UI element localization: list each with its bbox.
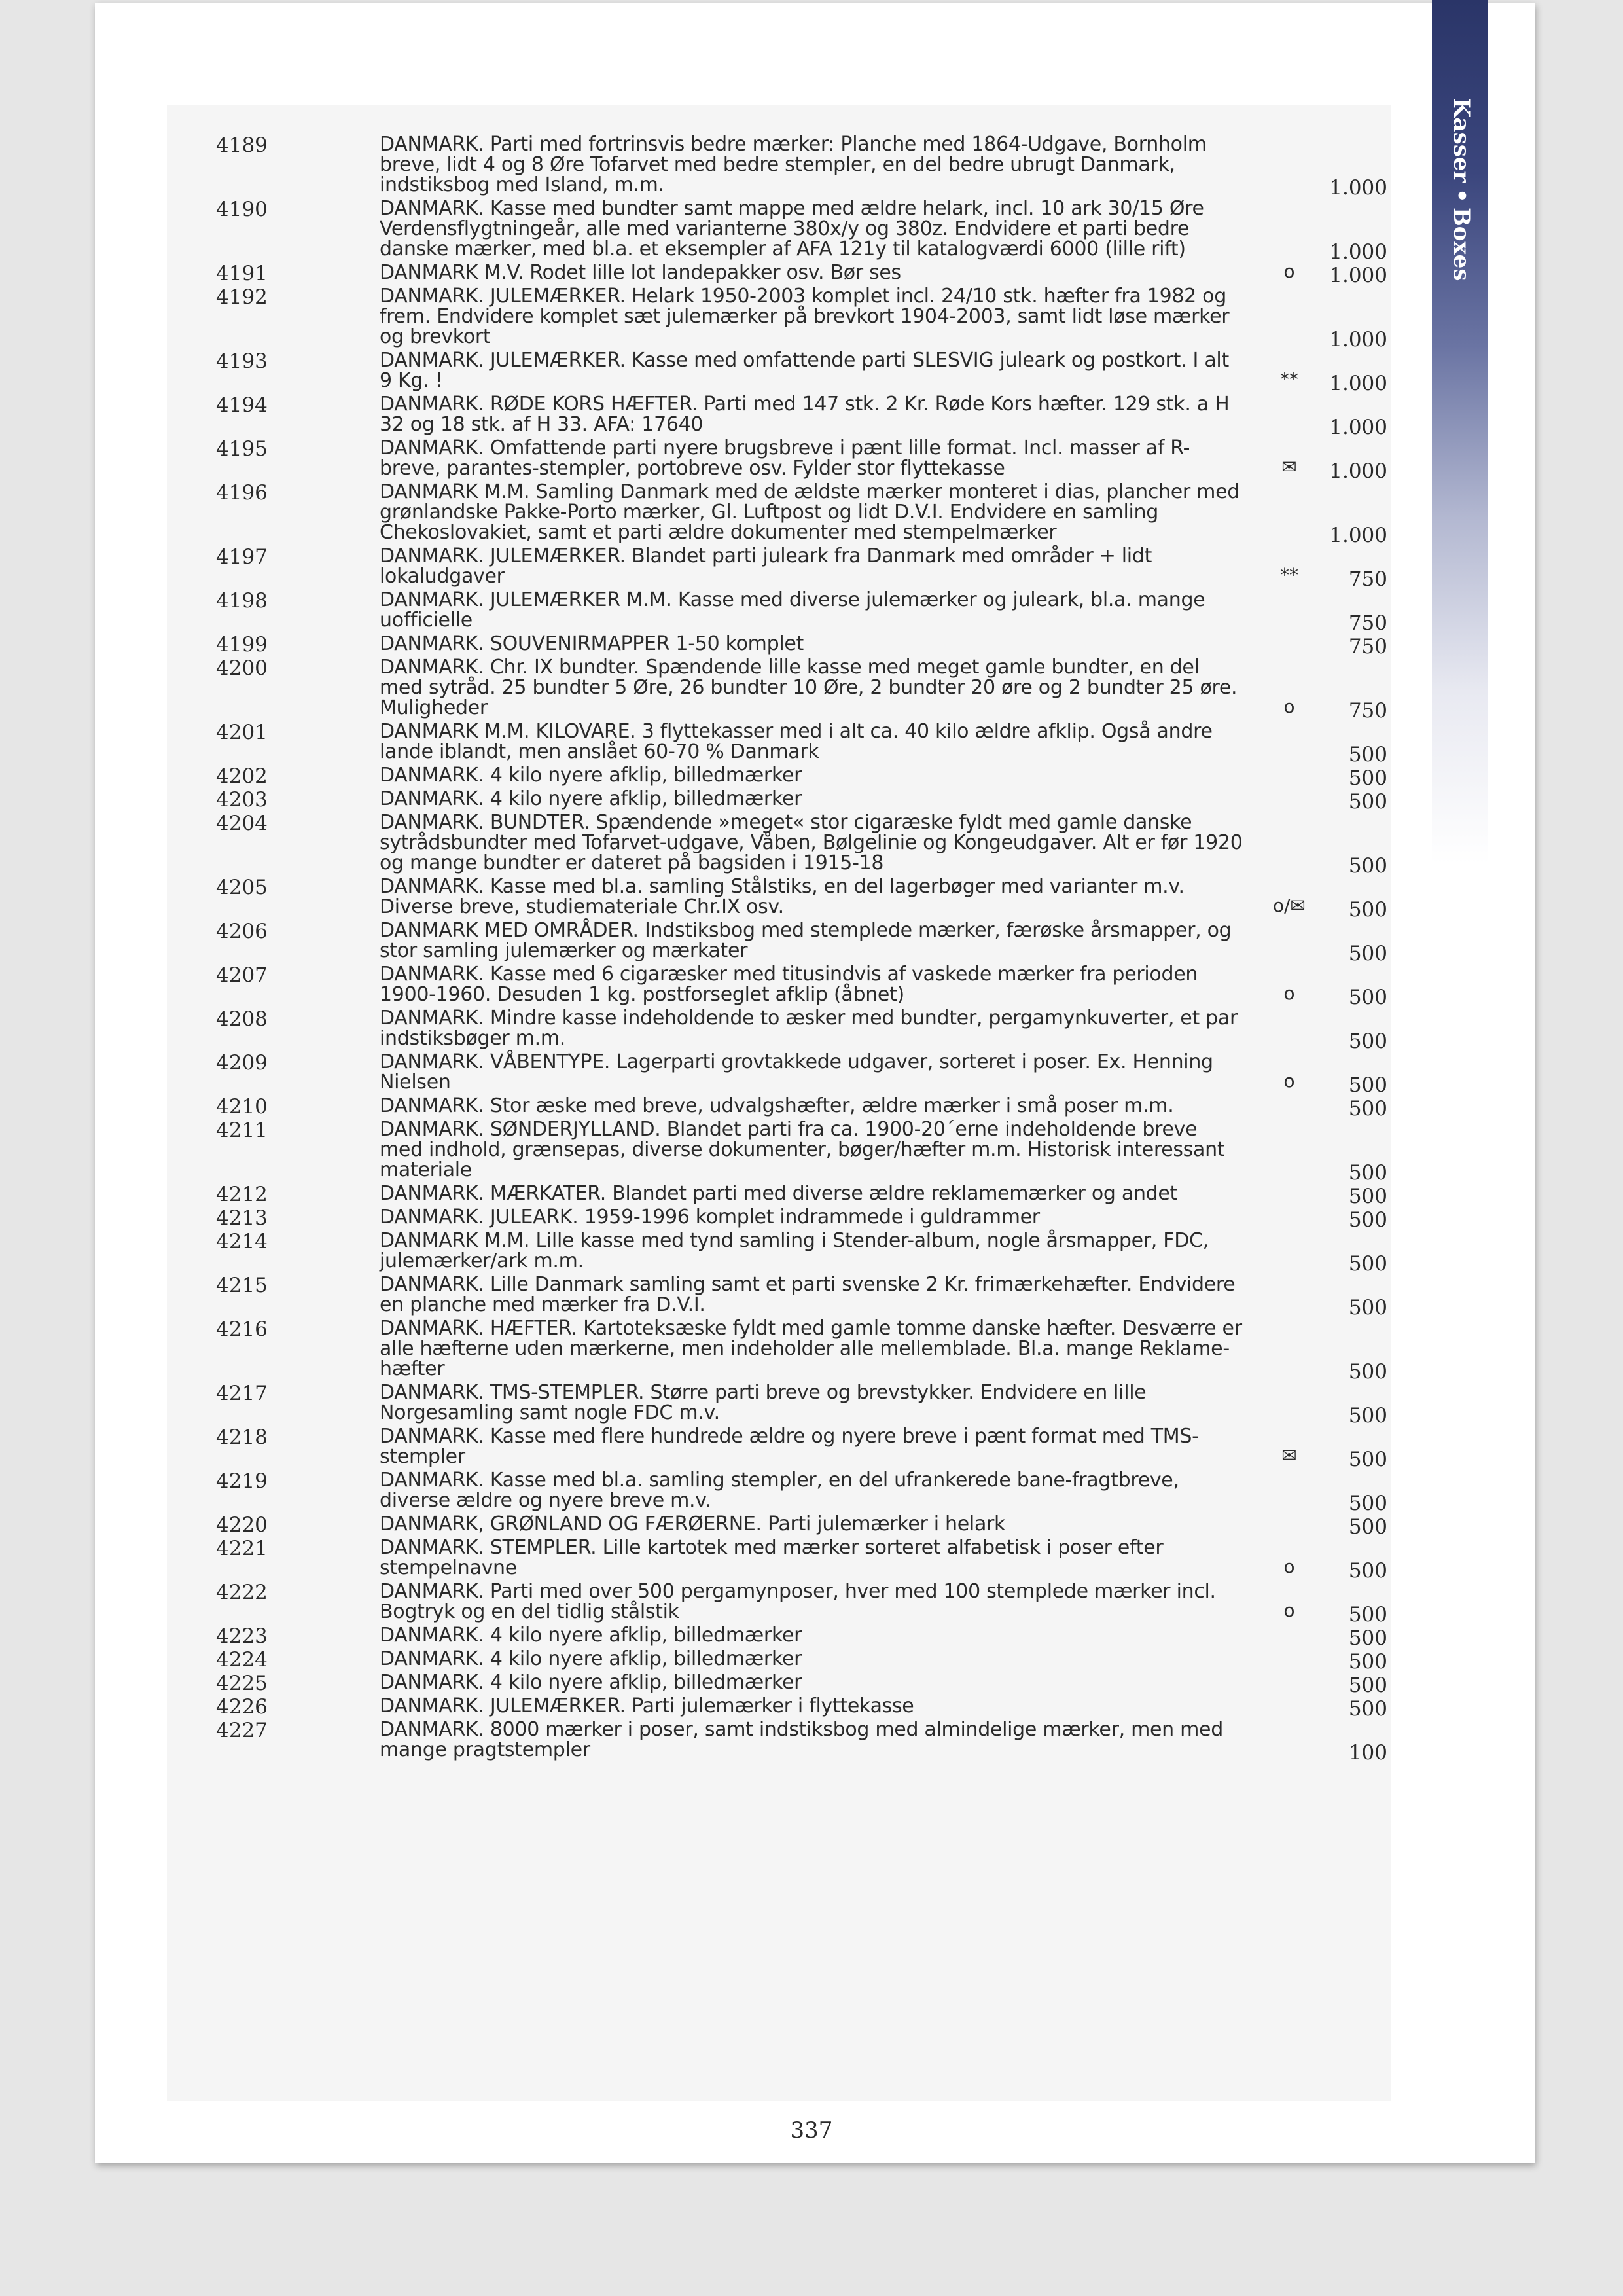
lot-number: 4217 [216, 1382, 268, 1405]
lot-description: DANMARK. SOUVENIRMAPPER 1-50 komplet [380, 632, 804, 655]
lot-description: DANMARK M.M. KILOVARE. 3 flyttekasser med i alt ca. 40 kilo ældre afklip. Også andre lande iblandt, men anslået 60-70 % Danmark [380, 720, 1213, 763]
lot-number: 4211 [216, 1119, 268, 1142]
lot-price: 500 [1348, 1360, 1387, 1384]
lot-description: DANMARK. 4 kilo nyere afklip, billedmærker [380, 1624, 802, 1647]
lot-number: 4198 [216, 589, 268, 613]
lot-description: DANMARK M.V. Rodet lille lot landepakker osv. Bør ses [380, 261, 901, 284]
lot-row [216, 133, 1387, 200]
lot-row [216, 656, 1387, 723]
lot-price: 500 [1348, 1030, 1387, 1053]
lot-description: DANMARK. RØDE KORS HÆFTER. Parti med 147 stk. 2 Kr. Røde Kors hæfter. 129 stk. a H 32 og 18 stk. af H 33. AFA: 17640 [380, 393, 1230, 436]
lot-number: 4221 [216, 1537, 268, 1560]
lot-number: 4196 [216, 481, 268, 505]
lot-row [216, 1647, 1387, 1674]
lot-price: 1.000 [1329, 176, 1387, 200]
lot-number: 4207 [216, 963, 268, 987]
page-number: 337 [790, 2117, 833, 2144]
lot-price: 500 [1348, 854, 1387, 878]
lot-description: DANMARK. Kasse med bl.a. samling Stålstiks, en del lagerbøger med varianter m.v. Diverse breve, studiemateriale Chr.IX osv. [380, 875, 1185, 918]
lot-price: 500 [1348, 1296, 1387, 1319]
lot-row [216, 1580, 1387, 1626]
lot-price: 1.000 [1329, 264, 1387, 287]
lot-price: 500 [1348, 743, 1387, 766]
lot-price: 500 [1348, 986, 1387, 1009]
lot-condition: ** [1280, 368, 1298, 390]
lot-number: 4189 [216, 134, 268, 157]
lot-price: 500 [1348, 1603, 1387, 1626]
lot-list [216, 134, 1387, 1763]
lot-number: 4191 [216, 262, 268, 285]
lot-number: 4223 [216, 1624, 268, 1648]
lot-description: DANMARK. JULEMÆRKER M.M. Kasse med diverse julemærker og juleark, bl.a. mange uofficielle [380, 588, 1205, 632]
lot-description: DANMARK. TMS-STEMPLER. Større parti breve og brevstykker. Endvidere en lille Norgesamling samt nogle FDC m.v. [380, 1381, 1147, 1424]
lot-row [216, 1273, 1387, 1319]
lot-row [216, 349, 1387, 395]
lot-description: DANMARK. BUNDTER. Spændende »meget« stor cigaræske fyldt med gamle danske sytrådsbundter med Tofarvet-udgave, Våben, Bølgelinie og Kongeudgaver. Alt er før 1920 og mange bundter er dateret på bagsiden i 1915-18 [380, 811, 1243, 874]
lot-row [216, 545, 1387, 591]
lot-price: 500 [1348, 898, 1387, 922]
lot-condition: o [1283, 260, 1295, 282]
lot-number: 4218 [216, 1426, 268, 1449]
lot-condition: ✉ [1281, 1444, 1297, 1466]
lot-price: 500 [1348, 1515, 1387, 1539]
section-tab [1432, 0, 1488, 2160]
lot-description: DANMARK. SØNDERJYLLAND. Blandet parti fra ca. 1900-20´erne indeholdende breve med indhold, grænsepas, diverse dokumenter, bøger/hæfter m.m. Historisk interessant materiale [380, 1118, 1225, 1181]
lot-row [216, 1007, 1387, 1053]
lot-row [216, 1671, 1387, 1697]
lot-description: DANMARK. Kasse med bl.a. samling stempler, en del ufrankerede bane-fragtbreve, diverse ældre og nyere breve m.v. [380, 1469, 1179, 1512]
lot-number: 4205 [216, 876, 268, 899]
lot-price: 1.000 [1329, 459, 1387, 483]
lot-description: DANMARK. Kasse med flere hundrede ældre og nyere breve i pænt format med TMS-stempler [380, 1425, 1199, 1468]
lot-row [216, 260, 1387, 287]
lot-description: DANMARK. JULEMÆRKER. Helark 1950-2003 komplet incl. 24/10 stk. hæfter fra 1982 og frem. Endvidere komplet sæt julemærker på brevkort 1904-2003, samt lidt løse mærker og brevkort [380, 285, 1230, 348]
lot-number: 4225 [216, 1672, 268, 1695]
lot-number: 4204 [216, 812, 268, 835]
lot-number: 4202 [216, 764, 268, 788]
lot-description: DANMARK. JULEMÆRKER. Kasse med omfattende parti SLESVIG juleark og postkort. I alt 9 Kg. ! [380, 349, 1229, 392]
lot-description: DANMARK. Stor æske med breve, udvalgshæfter, ældre mærker i små poser m.m. [380, 1094, 1174, 1117]
lot-number: 4203 [216, 788, 268, 812]
lot-description: DANMARK. Kasse med bundter samt mappe med ældre helark, incl. 10 ark 30/15 Øre Verdensflygtningeår, alle med varianterne 380x/y og 380z. Endvidere et parti bedre danske mærker, med bl.a. et eksempler af AFA 121y til katalogværdi 6000 (lille rift) [380, 197, 1204, 260]
lot-row [216, 1094, 1387, 1121]
lot-number: 4226 [216, 1695, 268, 1719]
lot-row [216, 1624, 1387, 1650]
lot-condition: o/✉ [1272, 895, 1306, 916]
lot-condition: o [1283, 696, 1295, 717]
lot-description: DANMARK. 4 kilo nyere afklip, billedmærker [380, 1647, 802, 1670]
lot-row [216, 1381, 1387, 1427]
lot-row [216, 963, 1387, 1009]
lot-price: 500 [1348, 1097, 1387, 1121]
lot-row [216, 764, 1387, 790]
lot-number: 4215 [216, 1274, 268, 1297]
lot-description: DANMARK. HÆFTER. Kartoteksæske fyldt med gamle tomme danske hæfter. Desværre er alle hæfterne uden mærkerne, men indeholder alle mellemblade. Bl.a. mange Reklame-hæfter [380, 1317, 1242, 1380]
lot-description: DANMARK. 4 kilo nyere afklip, billedmærker [380, 764, 802, 787]
lot-description: DANMARK. 8000 mærker i poser, samt indstiksbog med almindelige mærker, men med mange pragtstempler [380, 1718, 1223, 1761]
lot-condition: o [1283, 1556, 1295, 1577]
lot-price: 100 [1348, 1741, 1387, 1765]
lot-price: 750 [1348, 635, 1387, 658]
lot-number: 4195 [216, 437, 268, 461]
lot-price: 500 [1348, 1252, 1387, 1276]
lot-row [216, 919, 1387, 965]
lot-description: DANMARK. JULEMÆRKER. Blandet parti juleark fra Danmark med områder + lidt lokaludgaver [380, 545, 1152, 588]
lot-price: 1.000 [1329, 416, 1387, 439]
lot-description: DANMARK. STEMPLER. Lille kartotek med mærker sorteret alfabetisk i poser efter stempelnavne [380, 1536, 1164, 1579]
lot-price: 500 [1348, 766, 1387, 790]
lot-row [216, 588, 1387, 635]
lot-price: 1.000 [1329, 328, 1387, 351]
lot-condition: o [1283, 982, 1295, 1004]
lot-description: DANMARK. Mindre kasse indeholdende to æsker med bundter, pergamynkuverter, et par indstiksbøger m.m. [380, 1007, 1238, 1050]
lot-price: 500 [1348, 1404, 1387, 1427]
lot-price: 1.000 [1329, 524, 1387, 547]
lot-description: DANMARK. MÆRKATER. Blandet parti med diverse ældre reklamemærker og andet [380, 1182, 1178, 1205]
lot-price: 500 [1348, 1650, 1387, 1674]
lot-row [216, 720, 1387, 766]
lot-price: 750 [1348, 699, 1387, 723]
lot-description: DANMARK. Parti med fortrinsvis bedre mærker: Planche med 1864-Udgave, Bornholm breve, lidt 4 og 8 Øre Tofarvet med bedre stempler, en del bedre ubrugt Danmark, indstiksbog med Island, m.m. [380, 133, 1207, 196]
lot-row [216, 1695, 1387, 1721]
lot-row [216, 480, 1387, 547]
lot-description: DANMARK, GRØNLAND OG FÆRØERNE. Parti julemærker i helark [380, 1513, 1006, 1535]
lot-description: DANMARK. 4 kilo nyere afklip, billedmærker [380, 787, 802, 810]
lot-row [216, 1206, 1387, 1232]
section-tab-label [1442, 98, 1481, 281]
lot-row [216, 437, 1387, 483]
lot-price: 750 [1348, 611, 1387, 635]
lot-row [216, 1118, 1387, 1185]
tab-label-left: Kasser [1448, 98, 1474, 183]
lot-number: 4216 [216, 1318, 268, 1341]
lot-description: DANMARK. Lille Danmark samling samt et parti svenske 2 Kr. frimærkehæfter. Endvidere en planche med mærker fra D.V.I. [380, 1273, 1236, 1316]
lot-row [216, 1182, 1387, 1208]
lot-price: 500 [1348, 1674, 1387, 1697]
lot-description: DANMARK. 4 kilo nyere afklip, billedmærker [380, 1671, 802, 1694]
lot-number: 4208 [216, 1007, 268, 1031]
lot-number: 4222 [216, 1581, 268, 1604]
lot-price: 750 [1348, 567, 1387, 591]
lot-number: 4192 [216, 285, 268, 309]
lot-price: 500 [1348, 1161, 1387, 1185]
lot-price: 1.000 [1329, 372, 1387, 395]
lot-row [216, 1469, 1387, 1515]
lot-row [216, 197, 1387, 264]
lot-number: 4210 [216, 1095, 268, 1119]
lot-description: DANMARK M.M. Lille kasse med tynd samling i Stender-album, nogle årsmapper, FDC, julemærker/ark m.m. [380, 1229, 1209, 1272]
lot-row [216, 1718, 1387, 1765]
lot-description: DANMARK. JULEMÆRKER. Parti julemærker i flyttekasse [380, 1695, 914, 1717]
lot-description: DANMARK. VÅBENTYPE. Lagerparti grovtakkede udgaver, sorteret i poser. Ex. Henning Nielsen [380, 1050, 1213, 1094]
lot-row [216, 787, 1387, 814]
lot-description: DANMARK. Parti med over 500 pergamynposer, hver med 100 stemplede mærker incl. Bogtryk og en del tidlig stålstik [380, 1580, 1216, 1623]
lot-condition: ✉ [1281, 456, 1297, 478]
lot-number: 4214 [216, 1230, 268, 1253]
lot-condition: o [1283, 1070, 1295, 1092]
lot-price: 500 [1348, 1073, 1387, 1097]
lot-condition: o [1283, 1600, 1295, 1621]
lot-price: 500 [1348, 1626, 1387, 1650]
lot-number: 4224 [216, 1648, 268, 1672]
lot-number: 4227 [216, 1719, 268, 1742]
lot-number: 4194 [216, 393, 268, 417]
lot-row [216, 811, 1387, 878]
lot-number: 4213 [216, 1206, 268, 1230]
lot-number: 4197 [216, 545, 268, 569]
lot-number: 4209 [216, 1051, 268, 1075]
lot-number: 4206 [216, 920, 268, 943]
lot-row [216, 1317, 1387, 1384]
lot-price: 500 [1348, 1559, 1387, 1583]
lot-number: 4200 [216, 656, 268, 680]
tab-label-right: Boxes [1448, 207, 1474, 281]
lot-description: DANMARK. Omfattende parti nyere brugsbreve i pænt lille format. Incl. masser af R-breve, parantes-stempler, portobreve osv. Fylder stor flyttekasse [380, 437, 1190, 480]
lot-row [216, 1050, 1387, 1097]
lot-price: 500 [1348, 790, 1387, 814]
lot-description: DANMARK M.M. Samling Danmark med de ældste mærker monteret i dias, plancher med grønlandske Pakke-Porto mærker, Gl. Luftpost og lidt D.V.I. Endvidere en samling Chekoslovakiet, samt et parti ældre dokumenter med stempelmærker [380, 480, 1240, 544]
lot-price: 500 [1348, 942, 1387, 965]
lot-price: 500 [1348, 1208, 1387, 1232]
lot-price: 500 [1348, 1697, 1387, 1721]
lot-price: 500 [1348, 1448, 1387, 1471]
lot-price: 500 [1348, 1492, 1387, 1515]
lot-condition: ** [1280, 564, 1298, 586]
lot-description: DANMARK. Chr. IX bundter. Spændende lille kasse med meget gamle bundter, en del med sytråd. 25 bundter 5 Øre, 26 bundter 10 Øre, 2 bundter 20 øre og 2 bundter 25 øre. Muligheder [380, 656, 1238, 719]
lot-number: 4219 [216, 1469, 268, 1493]
lot-row [216, 1425, 1387, 1471]
lot-number: 4220 [216, 1513, 268, 1537]
lot-row [216, 285, 1387, 351]
lot-price: 500 [1348, 1185, 1387, 1208]
lot-row [216, 1229, 1387, 1276]
lot-description: DANMARK. Kasse med 6 cigaræsker med titusindvis af vaskede mærker fra perioden 1900-1960. Desuden 1 kg. postforseglet afklip (åbnet) [380, 963, 1198, 1006]
lot-row [216, 1536, 1387, 1583]
lot-description: DANMARK. JULEARK. 1959-1996 komplet indrammede i guldrammer [380, 1206, 1040, 1229]
lot-row [216, 875, 1387, 922]
lot-number: 4190 [216, 198, 268, 221]
lot-description: DANMARK MED OMRÅDER. Indstiksbog med stemplede mærker, færøske årsmapper, og stor samling julemærker og mærkater [380, 919, 1232, 962]
lot-number: 4193 [216, 350, 268, 373]
lot-number: 4212 [216, 1183, 268, 1206]
lot-row [216, 632, 1387, 658]
lot-price: 1.000 [1329, 240, 1387, 264]
lot-number: 4199 [216, 633, 268, 656]
lot-row [216, 393, 1387, 439]
lot-row [216, 1513, 1387, 1539]
tab-bullet: • [1448, 188, 1474, 203]
lot-number: 4201 [216, 721, 268, 744]
